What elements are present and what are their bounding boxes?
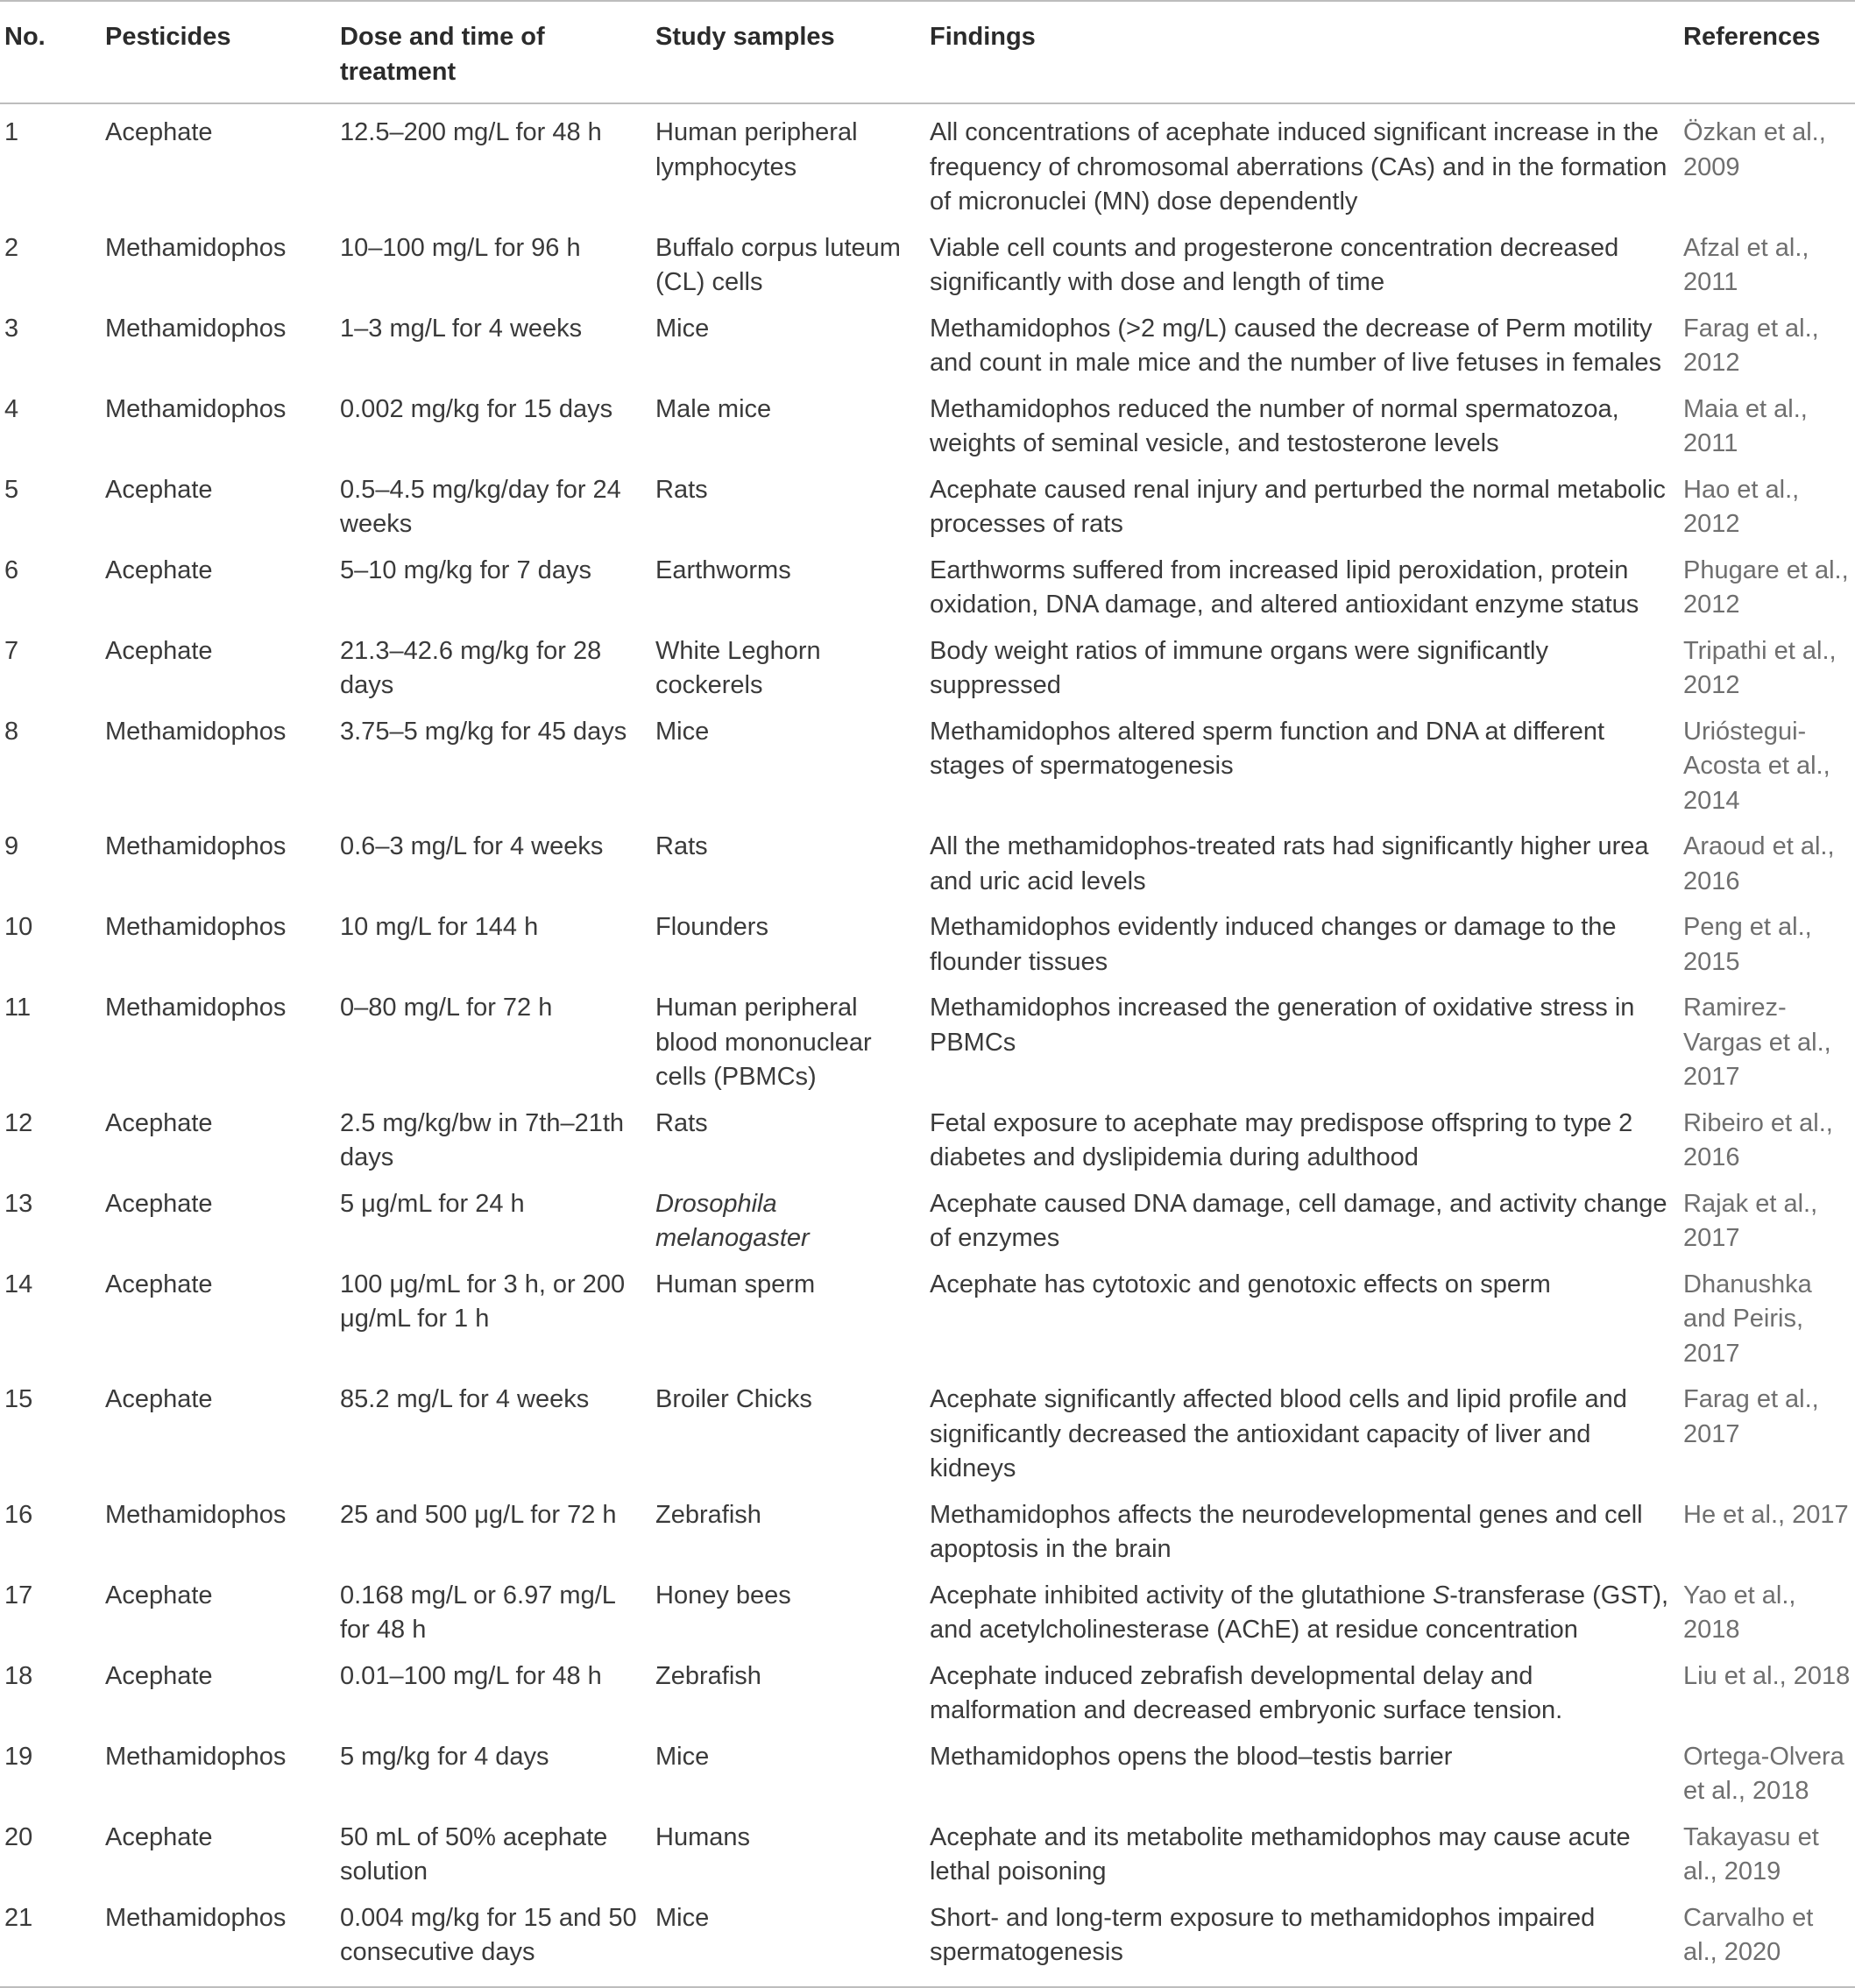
cell-dose: 3.75–5 mg/kg for 45 days <box>340 717 627 746</box>
cell-no: 11 <box>4 994 32 1022</box>
cell-sample: Rats <box>655 1108 708 1137</box>
cell-finding: Body weight ratios of immune organs were significantly suppressed <box>930 636 1548 699</box>
cell-sample: Mice <box>655 1742 710 1771</box>
cell-finding: All concentrations of acephate induced significant increase in the frequency of chromosomal aberrations (CAs) and in the formation of micronuclei (MN) dose dependently <box>930 118 1667 216</box>
cell-finding: Acephate has cytotoxic and genotoxic effects on sperm <box>930 1270 1551 1298</box>
cell-finding: Acephate caused renal injury and perturbed the normal metabolic processes of rats <box>930 475 1666 538</box>
cell-pesticide: Methamidophos <box>105 1742 287 1771</box>
cell-reference: Liu et al., 2018 <box>1683 1661 1851 1690</box>
table-body <box>0 103 1855 1987</box>
cell-pesticide: Acephate <box>105 555 213 584</box>
cell-reference: Urióstegui-Acosta et al., 2014 <box>1683 717 1830 815</box>
cell-sample: Human sperm <box>655 1270 816 1298</box>
header-findings: Findings <box>930 23 1036 51</box>
cell-no: 13 <box>4 1189 33 1218</box>
cell-pesticide: Methamidophos <box>105 994 287 1022</box>
cell-no: 9 <box>4 832 19 860</box>
cell-pesticide: Methamidophos <box>105 394 287 423</box>
cell-pesticide: Acephate <box>105 118 213 146</box>
cell-no: 2 <box>4 233 19 262</box>
cell-reference: Hao et al., 2012 <box>1683 475 1800 538</box>
cell-finding: Fetal exposure to acephate may predispose offspring to type 2 diabetes and dyslipidemia during adulthood <box>930 1108 1633 1171</box>
cell-no: 20 <box>4 1822 33 1851</box>
header-samples: Study samples <box>655 23 835 51</box>
cell-dose: 5 μg/mL for 24 h <box>340 1189 525 1218</box>
cell-no: 6 <box>4 555 19 584</box>
cell-pesticide: Acephate <box>105 1581 213 1610</box>
cell-reference: Rajak et al., 2017 <box>1683 1189 1818 1252</box>
cell-finding <box>924 1571 1678 1652</box>
cell-pesticide: Acephate <box>105 1108 213 1137</box>
table-row <box>0 626 1855 707</box>
table-row <box>0 983 1855 1099</box>
cell-sample: Mice <box>655 717 710 746</box>
cell-sample: Humans <box>655 1822 750 1851</box>
cell-dose: 50 mL of 50% acephate solution <box>340 1822 608 1885</box>
cell-reference: Farag et al., 2012 <box>1683 314 1819 377</box>
cell-reference: Tripathi et al., 2012 <box>1683 636 1837 699</box>
cell-finding: Methamidophos opens the blood–testis barrier <box>930 1742 1453 1771</box>
cell-finding: Acephate and its metabolite methamidophos may cause acute lethal poisoning <box>930 1822 1631 1885</box>
table-row <box>0 1179 1855 1260</box>
header-references: References <box>1683 23 1821 51</box>
table-row <box>0 385 1855 465</box>
cell-dose: 0.002 mg/kg for 15 days <box>340 394 613 423</box>
cell-reference: Peng et al., 2015 <box>1683 913 1812 976</box>
cell-finding: Methamidophos (>2 mg/L) caused the decrease of Perm motility and count in male mice and the number of live fetuses in females <box>930 314 1662 377</box>
cell-sample: Rats <box>655 475 708 504</box>
cell-pesticide: Acephate <box>105 1385 213 1413</box>
cell-no: 3 <box>4 314 19 343</box>
cell-dose: 0.168 mg/L or 6.97 mg/L for 48 h <box>340 1581 615 1644</box>
cell-sample: Human peripheral lymphocytes <box>655 118 858 181</box>
cell-sample: Broiler Chicks <box>655 1385 812 1413</box>
cell-sample: Human peripheral blood mononuclear cells (PBMCs) <box>655 994 872 1091</box>
table-row <box>0 902 1855 983</box>
cell-dose: 5 mg/kg for 4 days <box>340 1742 549 1771</box>
cell-no: 12 <box>4 1108 33 1137</box>
cell-pesticide: Acephate <box>105 1822 213 1851</box>
cell-sample: White Leghorn cockerels <box>655 636 821 699</box>
cell-reference: Afzal et al., 2011 <box>1683 233 1809 296</box>
cell-sample: Rats <box>655 832 708 860</box>
cell-no: 1 <box>4 118 19 146</box>
cell-dose: 10 mg/L for 144 h <box>340 913 539 941</box>
table-row <box>0 1490 1855 1571</box>
cell-reference: Farag et al., 2017 <box>1683 1385 1819 1448</box>
cell-sample: Earthworms <box>655 555 791 584</box>
cell-finding: Acephate caused DNA damage, cell damage, and activity change of enzymes <box>930 1189 1667 1252</box>
table-row <box>0 1260 1855 1376</box>
cell-no: 5 <box>4 475 19 504</box>
cell-sample: Buffalo corpus luteum (CL) cells <box>655 233 901 296</box>
header-pesticides: Pesticides <box>105 23 231 51</box>
cell-reference: Ortega-Olvera et al., 2018 <box>1683 1742 1844 1805</box>
cell-no: 18 <box>4 1661 33 1690</box>
cell-no: 10 <box>4 913 33 941</box>
header-row <box>0 1 1855 103</box>
finding-text-post: -transferase (GST), and acetylcholinesterase (AChE) at residue concentration <box>930 1581 1669 1644</box>
cell-reference: Phugare et al., 2012 <box>1683 555 1849 619</box>
cell-finding: Earthworms suffered from increased lipid peroxidation, protein oxidation, DNA damage, and altered antioxidant enzyme status <box>930 555 1639 619</box>
cell-dose: 2.5 mg/kg/bw in 7th–21th days <box>340 1108 625 1171</box>
table-row <box>0 707 1855 823</box>
table-row <box>0 822 1855 902</box>
cell-finding: Methamidophos evidently induced changes or damage to the flounder tissues <box>930 913 1617 976</box>
cell-pesticide: Acephate <box>105 1661 213 1690</box>
cell-finding: Viable cell counts and progesterone concentration decreased significantly with dose and length of time <box>930 233 1619 296</box>
cell-no: 21 <box>4 1903 33 1932</box>
table-row <box>0 1571 1855 1652</box>
table-row <box>0 1732 1855 1813</box>
cell-no: 16 <box>4 1500 33 1529</box>
table-row <box>0 546 1855 626</box>
cell-dose: 0–80 mg/L for 72 h <box>340 994 553 1022</box>
cell-pesticide: Methamidophos <box>105 314 287 343</box>
cell-no: 4 <box>4 394 19 423</box>
cell-reference: Maia et al., 2011 <box>1683 394 1808 457</box>
cell-dose: 0.5–4.5 mg/kg/day for 24 weeks <box>340 475 621 538</box>
table-row <box>0 1813 1855 1893</box>
cell-finding: Short- and long-term exposure to methamidophos impaired spermatogenesis <box>930 1903 1596 1966</box>
cell-pesticide: Acephate <box>105 636 213 665</box>
cell-reference: Takayasu et al., 2019 <box>1683 1822 1819 1885</box>
cell-pesticide: Methamidophos <box>105 1500 287 1529</box>
cell-finding: Methamidophos reduced the number of normal spermatozoa, weights of seminal vesicle, and testosterone levels <box>930 394 1619 457</box>
cell-sample: Zebrafish <box>655 1500 761 1529</box>
cell-reference: Dhanushka and Peiris, 2017 <box>1683 1270 1812 1368</box>
cell-sample: Zebrafish <box>655 1661 761 1690</box>
cell-sample: Honey bees <box>655 1581 791 1610</box>
cell-pesticide: Acephate <box>105 475 213 504</box>
cell-dose: 100 μg/mL for 3 h, or 200 μg/mL for 1 h <box>340 1270 626 1333</box>
cell-finding: All the methamidophos-treated rats had significantly higher urea and uric acid levels <box>930 832 1649 895</box>
cell-reference: Ribeiro et al., 2016 <box>1683 1108 1833 1171</box>
table-row <box>0 1652 1855 1732</box>
table-row <box>0 304 1855 385</box>
cell-dose: 85.2 mg/L for 4 weeks <box>340 1385 590 1413</box>
cell-dose: 1–3 mg/L for 4 weeks <box>340 314 583 343</box>
cell-no: 15 <box>4 1385 33 1413</box>
finding-text-pre: Acephate inhibited activity of the glutathione <box>930 1581 1433 1610</box>
cell-pesticide: Acephate <box>105 1270 213 1298</box>
cell-no: 7 <box>4 636 19 665</box>
table-header <box>0 1 1855 103</box>
cell-sample: Male mice <box>655 394 772 423</box>
cell-sample: Drosophila melanogaster <box>655 1189 810 1252</box>
cell-finding: Acephate significantly affected blood cells and lipid profile and significantly decreased the antioxidant capacity of liver and kidneys <box>930 1385 1627 1482</box>
cell-sample: Mice <box>655 314 710 343</box>
table-row <box>0 223 1855 304</box>
cell-pesticide: Methamidophos <box>105 913 287 941</box>
cell-pesticide: Methamidophos <box>105 233 287 262</box>
cell-pesticide: Methamidophos <box>105 717 287 746</box>
cell-finding: Acephate induced zebrafish developmental delay and malformation and decreased embryonic surface tension. <box>930 1661 1563 1724</box>
table-row <box>0 465 1855 546</box>
table-row <box>0 1099 1855 1179</box>
cell-finding: Methamidophos increased the generation of oxidative stress in PBMCs <box>930 994 1635 1057</box>
cell-dose: 0.6–3 mg/L for 4 weeks <box>340 832 604 860</box>
cell-reference: Yao et al., 2018 <box>1683 1581 1796 1644</box>
cell-dose: 25 and 500 μg/L for 72 h <box>340 1500 617 1529</box>
table-row <box>0 1375 1855 1490</box>
cell-reference: Carvalho et al., 2020 <box>1683 1903 1814 1966</box>
cell-sample: Flounders <box>655 913 768 941</box>
header-no: No. <box>4 23 46 51</box>
cell-dose: 21.3–42.6 mg/kg for 28 days <box>340 636 602 699</box>
cell-reference: Ramirez-Vargas et al., 2017 <box>1683 994 1831 1091</box>
header-dose: Dose and time of treatment <box>340 23 545 86</box>
cell-finding: Methamidophos altered sperm function and DNA at different stages of spermatogenesis <box>930 717 1605 780</box>
cell-no: 17 <box>4 1581 33 1610</box>
cell-dose: 5–10 mg/kg for 7 days <box>340 555 591 584</box>
cell-sample: Mice <box>655 1903 710 1932</box>
cell-dose: 0.01–100 mg/L for 48 h <box>340 1661 602 1690</box>
cell-no: 8 <box>4 717 19 746</box>
cell-reference: He et al., 2017 <box>1683 1500 1849 1529</box>
table-row <box>0 1893 1855 1987</box>
cell-pesticide: Methamidophos <box>105 1903 287 1932</box>
table-row <box>0 103 1855 223</box>
finding-text-italic: S <box>1432 1581 1450 1610</box>
cell-dose: 10–100 mg/L for 96 h <box>340 233 581 262</box>
cell-pesticide: Methamidophos <box>105 832 287 860</box>
cell-no: 19 <box>4 1742 33 1771</box>
cell-pesticide: Acephate <box>105 1189 213 1218</box>
cell-reference: Araoud et al., 2016 <box>1683 832 1835 895</box>
cell-dose: 12.5–200 mg/L for 48 h <box>340 118 602 146</box>
cell-reference: Özkan et al., 2009 <box>1683 118 1826 181</box>
cell-no: 14 <box>4 1270 33 1298</box>
cell-dose: 0.004 mg/kg for 15 and 50 consecutive days <box>340 1903 637 1966</box>
cell-finding: Methamidophos affects the neurodevelopmental genes and cell apoptosis in the brain <box>930 1500 1643 1563</box>
